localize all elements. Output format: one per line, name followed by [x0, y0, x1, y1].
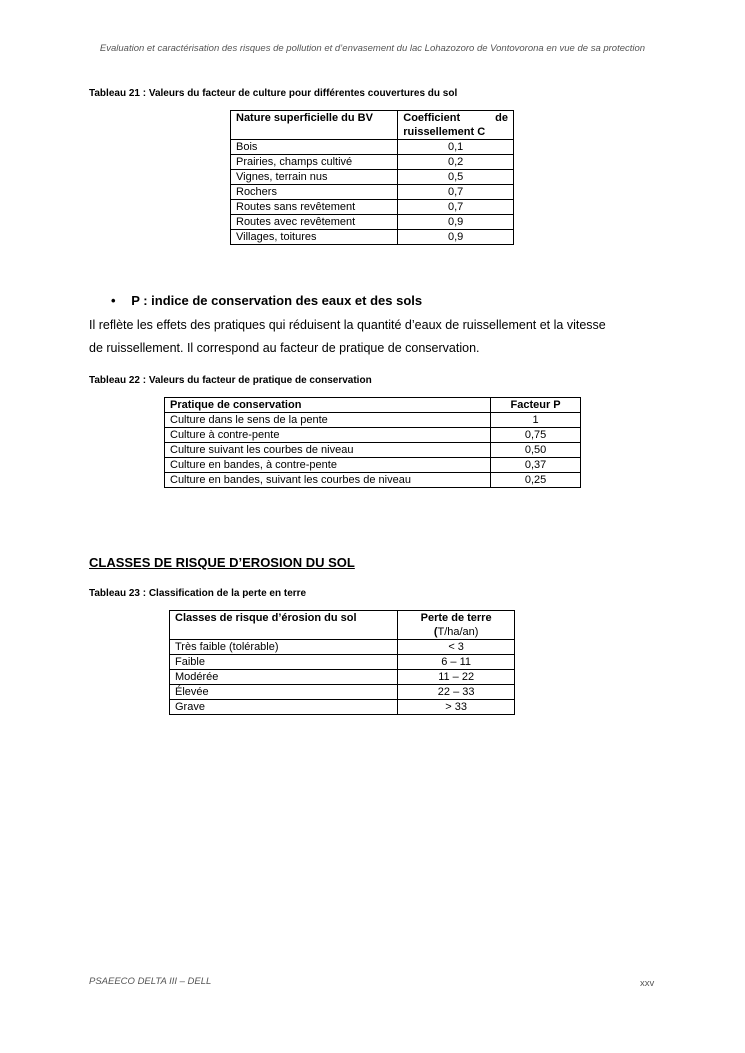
- table21-header-row: [231, 111, 514, 140]
- page-header: Evaluation et caractérisation des risques de pollution et d’envasement du lac Lohazozoro de Vontovorona en vue de sa protection: [99, 43, 646, 54]
- table-row: [170, 685, 515, 700]
- table-row: [231, 155, 514, 170]
- table21-caption: Tableau 21 : Valeurs du facteur de culture pour différentes couvertures du sol: [89, 88, 458, 99]
- table-row: [165, 458, 581, 473]
- table22-cell: Culture à contre-pente: [165, 428, 491, 443]
- table-row: [231, 140, 514, 155]
- table22-header-practice: Pratique de conservation: [165, 398, 491, 413]
- table21-value: 0,2: [398, 155, 514, 170]
- table-row: [165, 473, 581, 488]
- table23-cell: Faible: [170, 655, 398, 670]
- table23-header-row: [170, 611, 515, 640]
- table-row: [231, 170, 514, 185]
- section-p-heading: [111, 293, 422, 308]
- table21-value: 0,7: [398, 185, 514, 200]
- table21-value: 0,9: [398, 215, 514, 230]
- table-row: [231, 230, 514, 245]
- table23-unit-paren: (: [433, 626, 438, 638]
- table23-cell: Modérée: [170, 670, 398, 685]
- table21-cell: Bois: [231, 140, 398, 155]
- table21-cell: Villages, toitures: [231, 230, 398, 245]
- table22-cell: Culture en bandes, suivant les courbes de niveau: [165, 473, 491, 488]
- footer-left: PSAEECO DELTA III – DELL: [89, 976, 212, 987]
- table-row: [231, 215, 514, 230]
- table21-header-nature: Nature superficielle du BV: [231, 111, 398, 140]
- table23-value: > 33: [398, 700, 515, 715]
- section-classes-title: CLASSES DE RISQUE D’EROSION DU SOL: [89, 555, 355, 570]
- section-p-title: P : indice de conservation des eaux et des sols: [131, 293, 423, 308]
- table22-header-row: [165, 398, 581, 413]
- table21-cell: Prairies, champs cultivé: [231, 155, 398, 170]
- table22-value: 1: [491, 413, 581, 428]
- table23-value: 6 – 11: [398, 655, 515, 670]
- table-row: [165, 413, 581, 428]
- table-row: [165, 428, 581, 443]
- table23-value: < 3: [398, 640, 515, 655]
- table22-value: 0,75: [491, 428, 581, 443]
- table21-value: 0,5: [398, 170, 514, 185]
- table22-cell: Culture suivant les courbes de niveau: [165, 443, 491, 458]
- table22-value: 0,37: [491, 458, 581, 473]
- table21-cell: Routes sans revêtement: [231, 200, 398, 215]
- table23-header-loss-title: Perte de terre: [420, 612, 492, 624]
- table22-caption: Tableau 22 : Valeurs du facteur de pratique de conservation: [89, 375, 372, 386]
- table23-cell: Très faible (tolérable): [170, 640, 398, 655]
- table-row: [170, 670, 515, 685]
- section-p-paragraph-line2: de ruissellement. Il correspond au facteur de pratique de conservation.: [89, 341, 480, 355]
- table21-header-c-line1-left: Coefficient: [403, 112, 461, 124]
- table23-cell: Grave: [170, 700, 398, 715]
- table21-value: 0,1: [398, 140, 514, 155]
- page-number: xxv: [640, 978, 655, 989]
- table21-cell: Vignes, terrain nus: [231, 170, 398, 185]
- table21-header-coefficient: [398, 111, 514, 140]
- bullet-icon: •: [111, 293, 116, 308]
- table-row: [231, 200, 514, 215]
- table22-header-factor: Facteur P: [491, 398, 581, 413]
- table21-value: 0,9: [398, 230, 514, 245]
- table23-header-classes: Classes de risque d’érosion du sol: [170, 611, 398, 640]
- table21-value: 0,7: [398, 200, 514, 215]
- table23-value: 22 – 33: [398, 685, 515, 700]
- table23-unit: T/ha/an): [437, 626, 479, 638]
- table21: [230, 110, 514, 245]
- table21-cell: Rochers: [231, 185, 398, 200]
- table-row: [170, 700, 515, 715]
- table23-caption: Tableau 23 : Classification de la perte en terre: [89, 588, 307, 599]
- table23-cell: Élevée: [170, 685, 398, 700]
- table23-header-loss: [398, 611, 515, 640]
- table22-cell: Culture en bandes, à contre-pente: [165, 458, 491, 473]
- table22: [164, 397, 581, 488]
- table22-cell: Culture dans le sens de la pente: [165, 413, 491, 428]
- table23-value: 11 – 22: [398, 670, 515, 685]
- table22-value: 0,50: [491, 443, 581, 458]
- table22-value: 0,25: [491, 473, 581, 488]
- table-row: [231, 185, 514, 200]
- table-row: [170, 640, 515, 655]
- section-p-paragraph-line1: Il reflète les effets des pratiques qui réduisent la quantité d’eaux de ruissellement et la vitesse: [89, 318, 606, 332]
- table21-header-c-line1-right: de: [495, 112, 508, 124]
- table-row: [165, 443, 581, 458]
- table21-header-c-line2: ruissellement C: [403, 126, 486, 138]
- table21-cell: Routes avec revêtement: [231, 215, 398, 230]
- section-p-paragraph: [89, 314, 606, 360]
- table23: [169, 610, 515, 715]
- table-row: [170, 655, 515, 670]
